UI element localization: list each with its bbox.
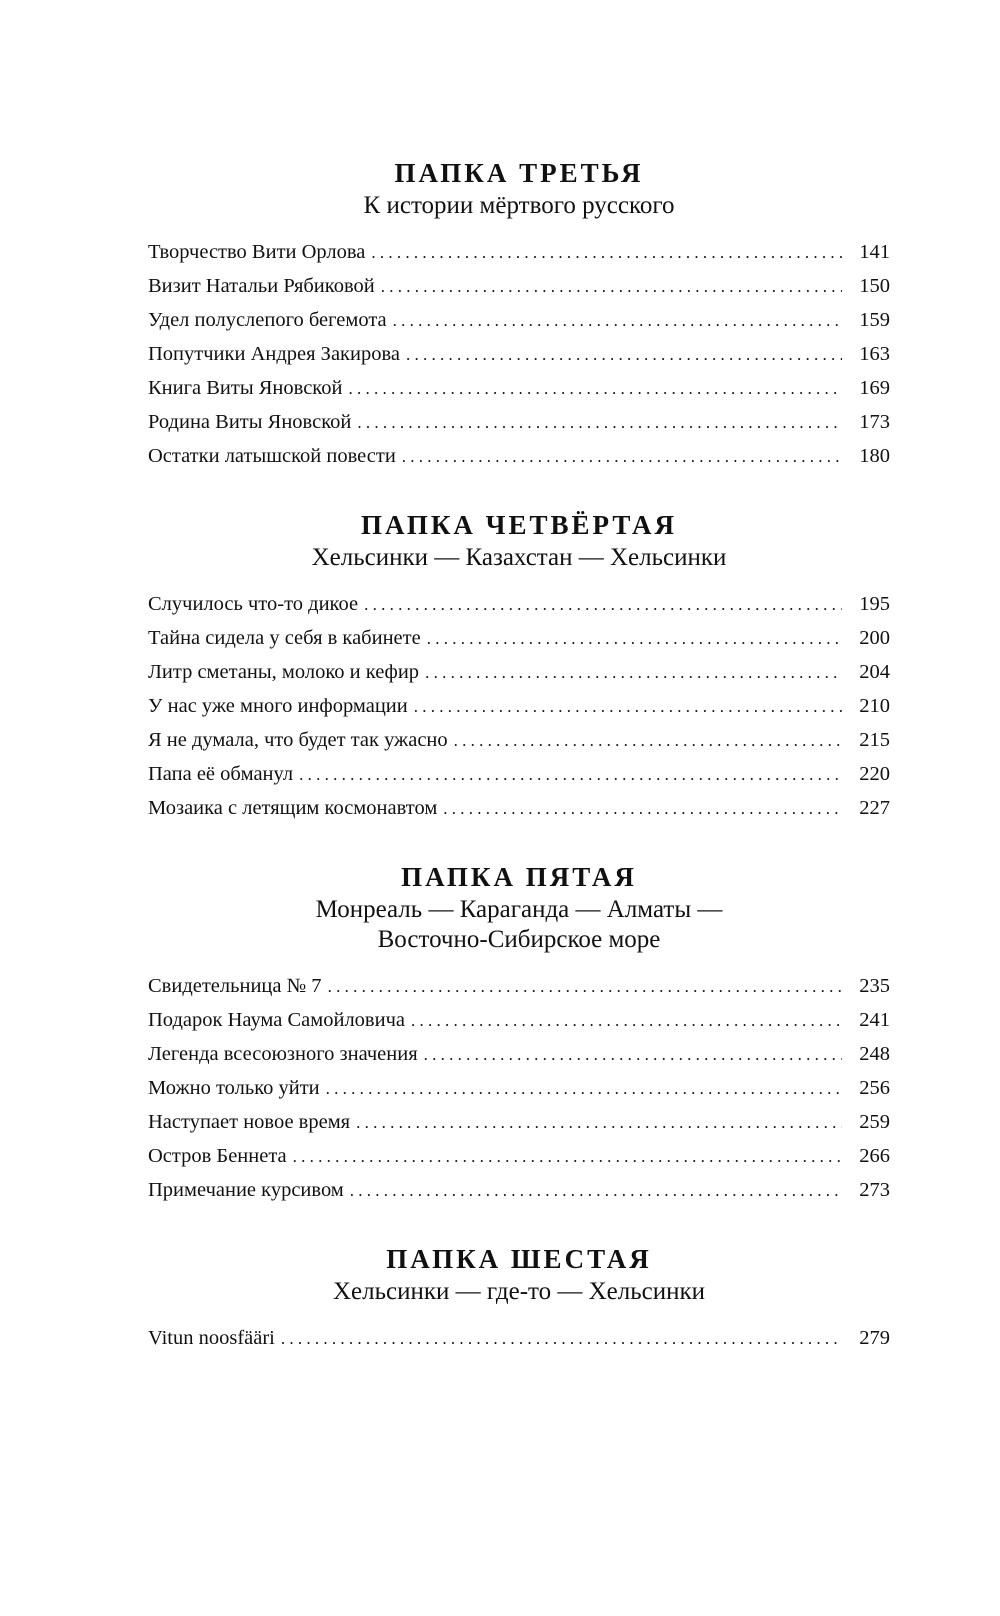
dot-leader <box>406 338 842 372</box>
entry-page-number: 259 <box>859 1111 890 1133</box>
toc-entry[interactable] <box>148 621 890 655</box>
entry-title: Родина Виты Яновской <box>148 411 352 433</box>
dot-leader <box>299 758 842 792</box>
dot-leader <box>427 622 842 656</box>
entry-page-number: 210 <box>859 695 890 717</box>
entry-list <box>148 587 890 825</box>
toc-entry[interactable] <box>148 371 890 405</box>
dot-leader <box>281 1322 842 1356</box>
dot-leader <box>350 1174 842 1208</box>
dot-leader <box>326 1072 842 1106</box>
entry-page-number: 256 <box>859 1077 890 1099</box>
entry-title: Подарок Наума Самойловича <box>148 1009 405 1031</box>
toc-entry[interactable] <box>148 235 890 269</box>
entry-page-number: 241 <box>859 1009 890 1031</box>
entry-page-number: 266 <box>859 1145 890 1167</box>
entry-page-number: 235 <box>859 975 890 997</box>
toc-entry[interactable] <box>148 303 890 337</box>
entry-title: Остров Беннета <box>148 1145 287 1167</box>
toc-section <box>148 507 890 825</box>
entry-page-number: 279 <box>859 1327 890 1349</box>
toc-entry[interactable] <box>148 269 890 303</box>
toc-entry[interactable] <box>148 1139 890 1173</box>
dot-leader <box>402 440 842 474</box>
toc-entry[interactable] <box>148 723 890 757</box>
entry-title: Удел полуслепого бегемота <box>148 309 387 331</box>
entry-title: Vitun noosfääri <box>148 1327 275 1349</box>
section-title: ПАПКА ТРЕТЬЯ <box>394 158 644 188</box>
entry-title: Творчество Вити Орлова <box>148 241 366 263</box>
section-title: ПАПКА ПЯТАЯ <box>401 862 637 892</box>
entry-page-number: 141 <box>859 241 890 263</box>
entry-page-number: 200 <box>859 627 890 649</box>
toc-section <box>148 1241 890 1355</box>
entry-title: Попутчики Андрея Закирова <box>148 343 400 365</box>
dot-leader <box>356 1106 842 1140</box>
toc-entry[interactable] <box>148 1105 890 1139</box>
toc-entry[interactable] <box>148 791 890 825</box>
entry-page-number: 169 <box>859 377 890 399</box>
section-subtitle: Хельсинки — где-то — Хельсинки <box>332 1278 706 1305</box>
dot-leader <box>357 406 842 440</box>
toc-entry[interactable] <box>148 689 890 723</box>
toc-entry[interactable] <box>148 1321 890 1355</box>
toc-section <box>148 155 890 473</box>
entry-page-number: 215 <box>859 729 890 751</box>
entry-page-number: 173 <box>859 411 890 433</box>
entry-title: Мозаика с летящим космонавтом <box>148 797 438 819</box>
dot-leader <box>454 724 842 758</box>
entry-title: Свидетельница № 7 <box>148 975 322 997</box>
toc-entry[interactable] <box>148 1071 890 1105</box>
entry-title: Я не думала, что будет так ужасно <box>148 729 448 751</box>
entry-page-number: 150 <box>859 275 890 297</box>
toc-entry[interactable] <box>148 587 890 621</box>
entry-title: Книга Виты Яновской <box>148 377 343 399</box>
toc-entry[interactable] <box>148 439 890 473</box>
entry-page-number: 220 <box>859 763 890 785</box>
section-subtitle: Хельсинки — Казахстан — Хельсинки <box>311 544 727 571</box>
entry-page-number: 180 <box>859 445 890 467</box>
toc-entry[interactable] <box>148 337 890 371</box>
toc-entry[interactable] <box>148 1003 890 1037</box>
entry-title: Примечание курсивом <box>148 1179 344 1201</box>
entry-title: У нас уже много информации <box>148 695 408 717</box>
section-subtitle: Восточно-Сибирское море <box>377 926 661 953</box>
dot-leader <box>381 270 842 304</box>
toc-sections <box>148 155 890 1355</box>
toc-entry[interactable] <box>148 1173 890 1207</box>
entry-list <box>148 969 890 1207</box>
entry-title: Наступает новое время <box>148 1111 351 1133</box>
entry-list <box>148 235 890 473</box>
dot-leader <box>414 690 842 724</box>
dot-leader <box>293 1140 842 1174</box>
dot-leader <box>371 236 842 270</box>
section-subtitle: Монреаль — Караганда — Алматы — <box>315 896 723 923</box>
entry-title: Случилось что-то дикое <box>148 593 359 615</box>
table-of-contents <box>148 155 890 1389</box>
entry-title: Папа её обманул <box>148 763 294 785</box>
entry-page-number: 159 <box>859 309 890 331</box>
dot-leader <box>425 656 842 690</box>
toc-entry[interactable] <box>148 757 890 791</box>
toc-entry[interactable] <box>148 969 890 1003</box>
dot-leader <box>424 1038 842 1072</box>
entry-page-number: 248 <box>859 1043 890 1065</box>
dot-leader <box>411 1004 842 1038</box>
toc-entry[interactable] <box>148 655 890 689</box>
dot-leader <box>328 970 842 1004</box>
dot-leader <box>348 372 842 406</box>
dot-leader <box>443 792 842 826</box>
entry-page-number: 227 <box>859 797 890 819</box>
entry-page-number: 163 <box>859 343 890 365</box>
entry-title: Остатки латышской повести <box>148 445 396 467</box>
entry-title: Визит Натальи Рябиковой <box>148 275 375 297</box>
entry-list <box>148 1321 890 1355</box>
section-subtitle: К истории мёртвого русского <box>363 192 675 219</box>
toc-entry[interactable] <box>148 1037 890 1071</box>
entry-page-number: 273 <box>859 1179 890 1201</box>
entry-title: Литр сметаны, молоко и кефир <box>148 661 420 683</box>
entry-title: Легенда всесоюзного значения <box>148 1043 418 1065</box>
dot-leader <box>364 588 842 622</box>
entry-title: Тайна сидела у себя в кабинете <box>148 627 421 649</box>
section-title: ПАПКА ЧЕТВЁРТАЯ <box>361 510 677 540</box>
entry-page-number: 195 <box>859 593 890 615</box>
entry-title: Можно только уйти <box>148 1077 320 1099</box>
toc-entry[interactable] <box>148 405 890 439</box>
entry-page-number: 204 <box>859 661 890 683</box>
section-title: ПАПКА ШЕСТАЯ <box>386 1244 652 1274</box>
dot-leader <box>393 304 842 338</box>
toc-section <box>148 859 890 1207</box>
